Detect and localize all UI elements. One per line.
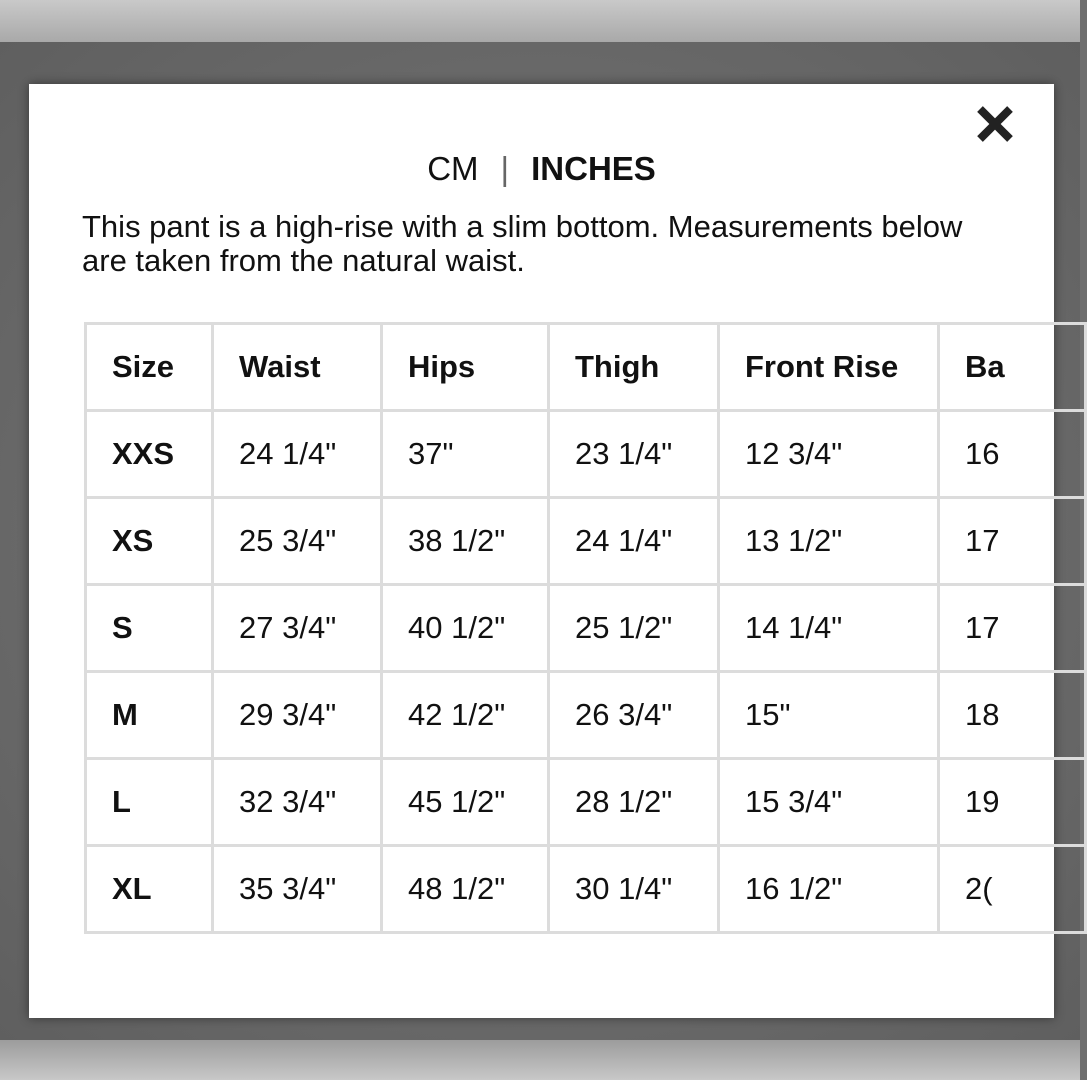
table-row <box>86 759 1086 846</box>
cell-size: S <box>86 585 213 672</box>
frame-bottom <box>0 1040 1080 1080</box>
cell-waist: 35 3/4" <box>213 846 382 933</box>
table-row <box>86 672 1086 759</box>
cell-waist: 27 3/4" <box>213 585 382 672</box>
cell-thigh: 23 1/4" <box>549 411 719 498</box>
cell-front-rise: 15 3/4" <box>719 759 939 846</box>
cell-front-rise: 16 1/2" <box>719 846 939 933</box>
cell-back-rise: 19 <box>939 759 1086 846</box>
size-table-container[interactable] <box>84 322 1005 952</box>
header-thigh: Thigh <box>549 324 719 411</box>
table-row <box>86 498 1086 585</box>
unit-toggle <box>29 150 1054 188</box>
cell-waist: 24 1/4" <box>213 411 382 498</box>
table-row <box>86 585 1086 672</box>
cell-back-rise: 18 <box>939 672 1086 759</box>
cell-hips: 37" <box>382 411 549 498</box>
size-chart-description: This pant is a high-rise with a slim bottom. Measurements below are taken from the natural waist. <box>82 209 963 278</box>
table-row <box>86 846 1086 933</box>
cell-back-rise: 17 <box>939 498 1086 585</box>
cell-size: XL <box>86 846 213 933</box>
cell-thigh: 25 1/2" <box>549 585 719 672</box>
cell-front-rise: 14 1/4" <box>719 585 939 672</box>
cell-hips: 48 1/2" <box>382 846 549 933</box>
cell-waist: 25 3/4" <box>213 498 382 585</box>
unit-separator: | <box>500 150 510 187</box>
cell-size: M <box>86 672 213 759</box>
cell-size: XXS <box>86 411 213 498</box>
cell-thigh: 26 3/4" <box>549 672 719 759</box>
cell-thigh: 28 1/2" <box>549 759 719 846</box>
size-table <box>84 322 1087 934</box>
close-icon[interactable] <box>973 102 1017 146</box>
header-front-rise: Front Rise <box>719 324 939 411</box>
cell-hips: 42 1/2" <box>382 672 549 759</box>
table-header-row <box>86 324 1086 411</box>
cell-thigh: 24 1/4" <box>549 498 719 585</box>
header-size: Size <box>86 324 213 411</box>
cell-front-rise: 13 1/2" <box>719 498 939 585</box>
table-row <box>86 411 1086 498</box>
size-chart-modal <box>29 84 1054 1018</box>
frame-top <box>0 0 1080 42</box>
cell-hips: 40 1/2" <box>382 585 549 672</box>
cell-hips: 45 1/2" <box>382 759 549 846</box>
cell-front-rise: 12 3/4" <box>719 411 939 498</box>
unit-cm-button[interactable]: CM <box>427 150 479 187</box>
header-back-rise: Ba <box>939 324 1086 411</box>
cell-front-rise: 15" <box>719 672 939 759</box>
header-hips: Hips <box>382 324 549 411</box>
cell-back-rise: 2( <box>939 846 1086 933</box>
cell-waist: 32 3/4" <box>213 759 382 846</box>
cell-waist: 29 3/4" <box>213 672 382 759</box>
cell-back-rise: 16 <box>939 411 1086 498</box>
cell-hips: 38 1/2" <box>382 498 549 585</box>
header-waist: Waist <box>213 324 382 411</box>
unit-inches-button[interactable]: INCHES <box>531 150 656 187</box>
cell-back-rise: 17 <box>939 585 1086 672</box>
cell-thigh: 30 1/4" <box>549 846 719 933</box>
cell-size: XS <box>86 498 213 585</box>
cell-size: L <box>86 759 213 846</box>
